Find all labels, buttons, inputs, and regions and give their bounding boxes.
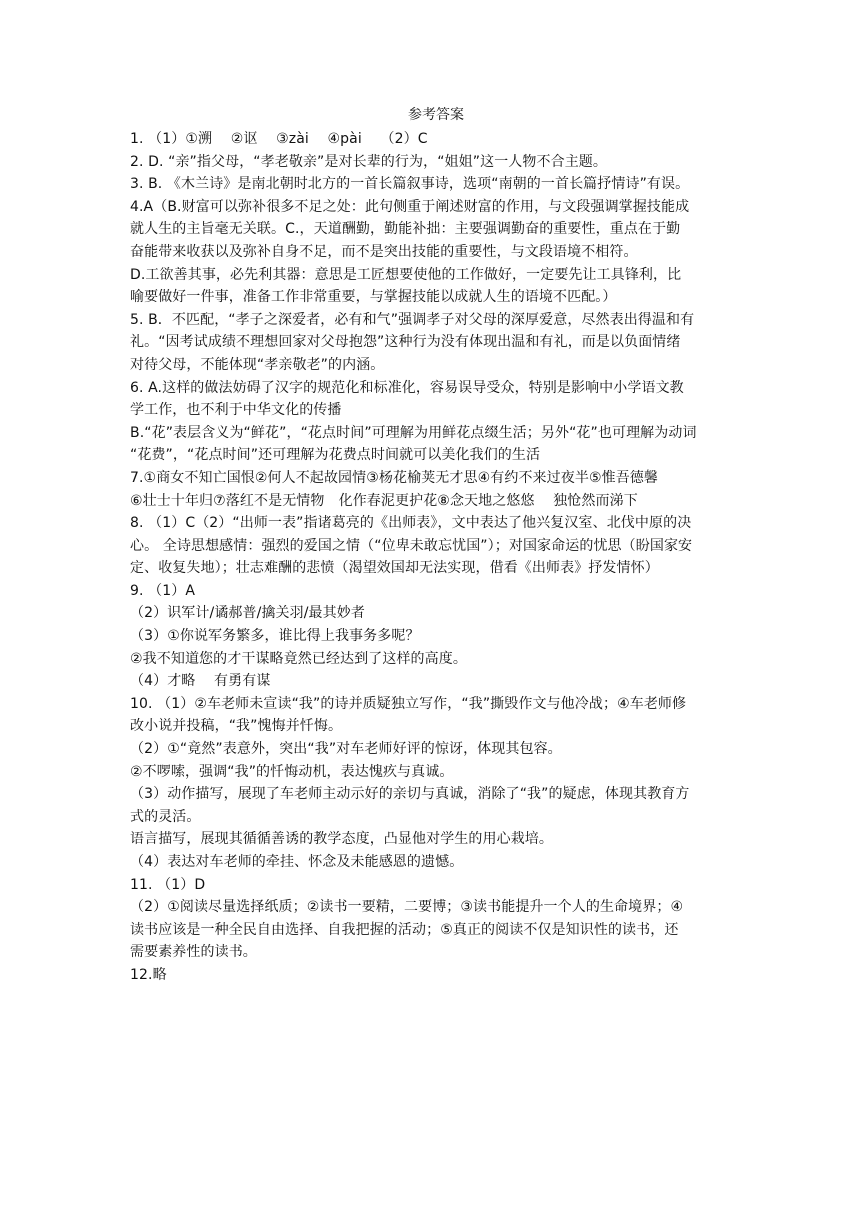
text-line: 2. D. “亲”指父母，“孝老敬亲”是对长辈的行为，“姐姐”这一人物不合主题。 — [130, 153, 608, 170]
text-line: 4.A（B.财富可以弥补很多不足之处：此句侧重于阐述财富的作用，与文段强调掌握技能成 — [130, 198, 690, 215]
document-title: 参考答案 — [408, 107, 464, 123]
text-line: ②不啰嗦，强调“我”的忏悔动机，表达愧疚与真诚。 — [130, 763, 454, 780]
text-line: 喻要做好一件事，准备工作非常重要，与掌握技能以成就人生的语境不匹配。） — [130, 289, 617, 306]
text-line: 8. （1）C（2）“出师一表”指诸葛亮的《出师表》，文中表达了他兴复汉室、北伐中原的决 — [130, 515, 692, 532]
answer-document — [130, 103, 742, 987]
text-line: 1. （1）①溯 ②讴 ③zài ④pài （2）C — [130, 131, 428, 147]
text-line: （3）①你说军务繁多，谁比得上我事务多呢？ — [130, 628, 420, 645]
text-line: B.“花”表层含义为“鲜花”，“花点时间”可理解为用鲜花点缀生活；另外“花”也可理解为动词 — [130, 424, 697, 441]
text-line: （4）表达对车老师的牵挂、怀念及未能感恩的遗憾。 — [130, 854, 464, 870]
text-line: “花费”，“花点时间”还可理解为花费点时间就可以美化我们的生活 — [130, 447, 541, 464]
text-line: 奋能带来收获以及弥补自身不足，而不是突出技能的重要性，与文段语境不相符。 — [130, 243, 638, 260]
text-line: 就人生的主旨毫无关联。C.，天道酬勤，勤能补拙：主要强调勤奋的重要性，重点在于勤 — [130, 221, 681, 238]
text-line: 礼。“因考试成绩不理想回家对父母抱怨”这种行为没有体现出温和有礼，而是以负面情绪 — [130, 334, 681, 351]
text-line: 6. A.这样的做法妨碍了汉字的规范化和标准化，容易误导受众，特别是影响中小学语文教 — [130, 379, 684, 396]
text-line: （2）识军计/谲郝普/擒关羽/最其妙者 — [130, 605, 365, 622]
text-line: 改小说并投稿，“我”愧悔并忏悔。 — [130, 718, 343, 735]
text-line: 需要素养性的读书。 — [130, 944, 257, 961]
text-line: D.工欲善其事，必先利其器：意思是工匠想要使他的工作做好，一定要先让工具锋利，比 — [130, 266, 682, 283]
text-line: 10. （1）②车老师未宣读“我”的诗并质疑独立写作，“我”撕毁作文与他冷战；④车老师修 — [130, 695, 687, 712]
text-line: 3. B. 《木兰诗》是南北朝时北方的一首长篇叙事诗，选项“南朝的一首长篇抒情诗”有误。 — [130, 176, 690, 193]
text-line: 对待父母，不能体现“孝亲敬老”的内涵。 — [130, 356, 385, 373]
text-line: 语言描写，展现其循循善诱的教学态度，凸显他对学生的用心栽培。 — [130, 831, 553, 848]
text-line: （3）动作描写，展现了车老师主动示好的亲切与真诚，消除了“我”的疑虑，体现其教育方 — [130, 786, 690, 803]
text-line: （2）①阅读尽量选择纸质；②读书一要精，二要博；③读书能提升一个人的生命境界；④ — [130, 899, 684, 916]
text-line: 9. （1）A — [130, 582, 195, 599]
text-line: 式的灵活。 — [130, 808, 201, 825]
text-line: 学工作，也不利于中华文化的传播 — [130, 402, 342, 419]
text-line: 11. （1）D — [130, 876, 206, 893]
text-line: 心。 全诗思想感情：强烈的爱国之情（“位卑未敢忘忧国”）；对国家命运的忧思（盼国家安 — [130, 537, 693, 554]
text-line: 5. B．不匹配，“孝子之深爱者，必有和气”强调孝子对父母的深厚爱意，尽然表出得温和有 — [130, 311, 695, 328]
text-line: ⑥壮士十年归⑦落红不是无情物 化作春泥更护花⑧念天地之悠悠 独怆然而涕下 — [130, 492, 638, 509]
text-line: ②我不知道您的才干谋略竟然已经达到了这样的高度。 — [130, 650, 467, 667]
text-line: 定、收复失地）；壮志难酬的悲愤（渴望效国却无法实现，借看《出师表》抒发情怀） — [130, 560, 659, 577]
text-line: 7.①商女不知亡国恨②何人不起故园情③杨花榆荚无才思④有约不来过夜半⑤惟吾德馨 — [130, 469, 659, 486]
text-line: 12.略 — [130, 966, 167, 983]
text-line: 读书应该是一种全民自由选择、自我把握的活动；⑤真正的阅读不仅是知识性的读书，还 — [130, 921, 679, 938]
text-line: （2）①“竟然”表意外，突出“我”对车老师好评的惊讶，体现其包容。 — [130, 741, 562, 758]
text-line: （4）才略 有勇有谋 — [130, 673, 271, 690]
